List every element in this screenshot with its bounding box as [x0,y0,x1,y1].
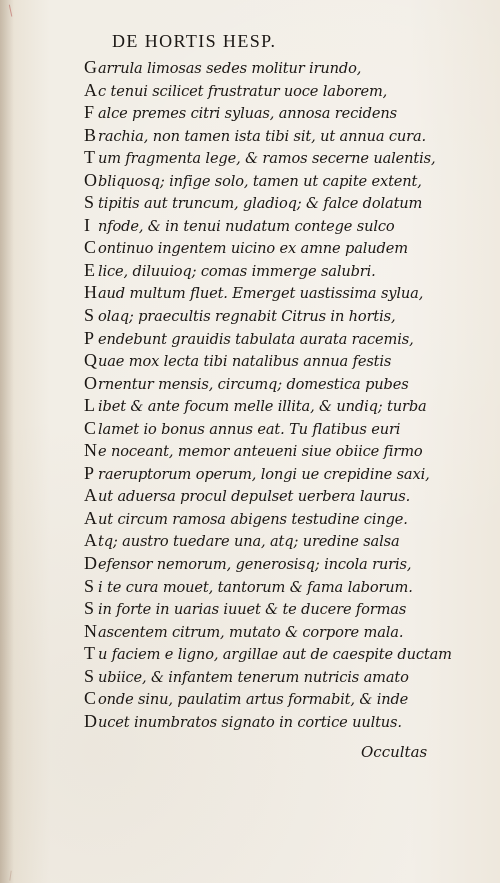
bottom-edge-mark [9,871,16,882]
line-initial: T [84,147,95,168]
line-initial: S [84,575,95,596]
line-text: ontinuo ingentem uicino ex amne paludem [98,240,408,258]
poem-line [84,712,444,735]
line-text: lice, diluuioq; comas immerge salubri. [98,262,376,280]
poem-line [84,599,444,622]
line-initial: A [84,79,97,100]
line-text: ut circum ramosa abigens testudine cinge. [98,510,408,528]
poem-line [84,193,444,216]
line-initial: P [84,327,95,348]
poem-line [84,81,444,104]
line-initial: O [84,372,97,393]
line-text: ibet & ante focum melle illita, & undiq; turba [98,398,427,416]
line-initial: T [84,643,95,664]
poem-line [84,441,444,464]
line-initial: F [84,102,95,123]
poem-line [84,689,444,712]
line-initial: B [84,124,97,145]
line-initial: S [84,665,95,686]
catchword: Occultas [361,743,428,761]
line-initial: N [84,620,97,641]
poem-line [84,464,444,487]
line-text: olaq; praecultis regnabit Citrus in hortis, [98,308,396,326]
line-text: ut aduersa procul depulset uerbera laurus. [98,488,411,506]
line-text: onde sinu, paulatim artus formabit, & inde [98,691,409,709]
line-initial: I [84,214,90,235]
line-text: u faciem e ligno, argillae aut de caespite ductam [98,646,452,664]
poem-line [84,261,444,284]
line-initial: E [84,259,95,280]
poem-line [84,306,444,329]
line-initial: A [84,485,97,506]
line-initial: S [84,598,95,619]
poem-line [84,58,444,81]
page-gutter-shadow [0,0,14,883]
running-header: DE HORTIS HESP. [112,31,277,51]
line-initial: C [84,417,97,438]
line-initial: S [84,192,95,213]
poem-line [84,283,444,306]
line-initial: C [84,688,97,709]
line-initial: D [84,710,97,731]
poem-line [84,643,452,667]
poem-line [84,216,444,239]
line-initial: O [84,169,97,190]
line-initial: D [84,553,97,574]
poem-line [84,351,444,374]
poem-line [84,171,444,194]
poem-line [84,667,444,690]
poem-line [84,622,444,645]
poem-line [84,329,444,352]
line-text: alce premes citri syluas, annosa recidens [98,105,397,123]
line-text: endebunt grauidis tabulata aurata racemis, [98,330,414,348]
top-edge-mark [9,3,18,16]
line-initial: N [84,440,97,461]
poem-line [84,126,444,149]
poem-line [84,374,444,397]
poem-line [84,531,444,554]
line-text: in forte in uarias iuuet & te ducere formas [98,601,407,619]
line-text: efensor nemorum, generosisq; incola ruris, [98,556,412,574]
line-text: ucet inumbratos signato in cortice uultus. [98,713,402,731]
line-initial: L [84,395,95,416]
line-text: rnentur mensis, circumq; domestica pubes [98,375,409,393]
line-text: i te cura mouet, tantorum & fama laborum. [98,578,413,596]
poem-line [84,486,444,509]
poem-line [84,577,444,600]
line-initial: A [84,507,97,528]
line-text: nfode, & in tenui nudatum contege sulco [98,217,395,235]
line-text: ascentem citrum, mutato & corpore mala. [98,623,404,641]
line-initial: C [84,237,97,258]
line-initial: G [84,57,97,77]
line-text: um fragmenta lege, & ramos secerne ualentis, [98,150,436,168]
line-text: lamet io bonus annus eat. Tu flatibus euri [98,420,401,438]
line-initial: Q [84,350,97,371]
poem-line [84,554,444,577]
line-text: bliquosq; infige solo, tamen ut capite extent, [98,172,422,190]
line-text: tq; austro tuedare una, atq; uredine salsa [98,533,400,551]
line-text: uae mox lecta tibi natalibus annua festis [98,353,392,371]
line-text: ubiice, & infantem tenerum nutricis amato [98,668,409,686]
line-initial: A [84,530,97,551]
line-text: c tenui scilicet frustratur uoce laborem, [98,82,388,100]
line-text: arrula limosas sedes molitur irundo, [98,60,362,77]
poem-line [84,103,444,126]
line-initial: S [84,305,95,326]
line-text: e noceant, memor anteueni siue obiice firmo [98,443,423,461]
line-text: aud multum fluet. Emerget uastissima sylua, [98,285,424,303]
poem-line [84,509,444,532]
line-text: raeruptorum operum, longi ue crepidine saxi, [98,465,430,483]
poem-line [84,396,444,419]
line-text: rachia, non tamen ista tibi sit, ut annua cura. [98,127,427,145]
line-initial: H [84,282,97,303]
poem-text-block [84,57,452,734]
line-initial: P [84,462,95,483]
line-text: tipitis aut truncum, gladioq; & falce dolatum [98,195,423,213]
poem-line [84,238,444,261]
poem-line [84,148,444,171]
poem-line [84,419,444,442]
